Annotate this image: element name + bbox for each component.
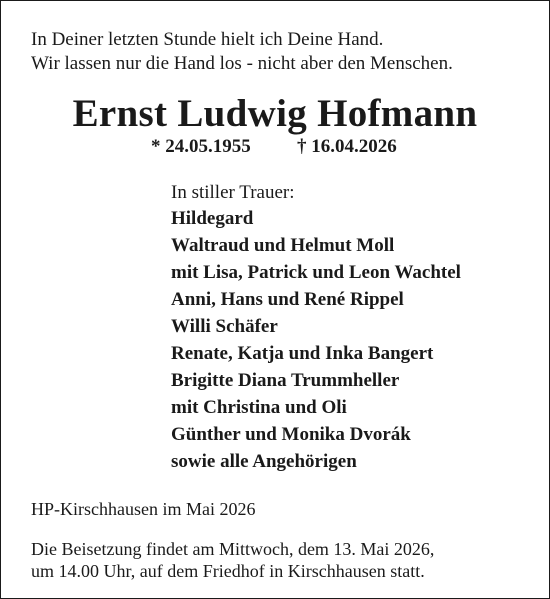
mourner-line: Brigitte Diana Trummheller — [171, 370, 400, 391]
funeral-info-line-2: um 14.00 Uhr, auf dem Friedhof in Kirschhausen statt. — [31, 561, 425, 581]
funeral-info-line-1: Die Beisetzung findet am Mittwoch, dem 13. Mai 2026, — [31, 539, 435, 559]
birth-date: * 24.05.1955 — [151, 136, 251, 157]
mourner-line: Waltraud und Helmut Moll — [171, 235, 395, 256]
mourner-line: Renate, Katja und Inka Bangert — [171, 343, 434, 364]
verse-line-1: In Deiner letzten Stunde hielt ich Deine Hand. — [31, 29, 384, 50]
mourner-line: mit Lisa, Patrick und Leon Wachtel — [171, 262, 461, 283]
verse-line-2: Wir lassen nur die Hand los - nicht aber den Menschen. — [31, 53, 453, 74]
death-date: † 16.04.2026 — [297, 136, 397, 157]
place-and-date: HP-Kirschhausen im Mai 2026 — [31, 499, 256, 519]
mourner-line: Willi Schäfer — [171, 316, 278, 337]
mourner-line: mit Christina und Oli — [171, 397, 347, 418]
mourner-line: Anni, Hans und René Rippel — [171, 289, 404, 310]
mourner-line: Günther und Monika Dvorák — [171, 424, 411, 445]
mourning-intro: In stiller Trauer: — [171, 182, 295, 203]
mourner-line: Hildegard — [171, 208, 254, 229]
mourner-line: sowie alle Angehörigen — [171, 451, 357, 472]
deceased-name: Ernst Ludwig Hofmann — [72, 92, 478, 135]
